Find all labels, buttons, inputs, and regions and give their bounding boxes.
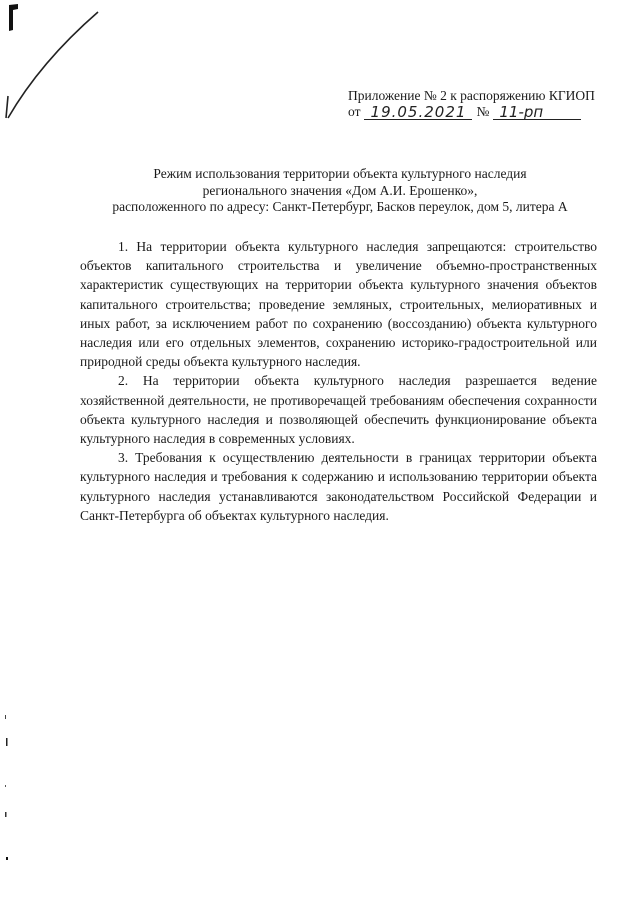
- paragraph-legal-requirements: 3. Требования к осуществлению деятельности в границах территории объекта культурного наследия и требования к содержанию и использованию территории объекта культурного наследия устанавливаются законодательством Российской Федерации и Санкт-Петербурга об объектах культурного наследия.: [80, 450, 597, 523]
- margin-speck: [5, 812, 7, 817]
- date-number-line: [348, 104, 608, 120]
- appendix-header: [348, 88, 608, 120]
- paragraph-permitted-activity: 2. На территории объекта культурного наследия разрешается ведение хозяйственной деятельности, не противоречащей требованиям обеспечения сохранности объекта культурного наследия и позволяющей обеспечить функционирование объекта культурного наследия в современных условиях.: [80, 373, 597, 447]
- number-sign: №: [476, 104, 490, 119]
- margin-speck: [6, 857, 8, 860]
- title-line: регионального значения «Дом А.И. Ерошенко»,: [202, 182, 478, 198]
- margin-speck: [5, 715, 6, 719]
- title-line: расположенного по адресу: Санкт-Петербург, Басков переулок, дом 5, литера А: [112, 199, 568, 214]
- margin-pen-stroke: [8, 12, 98, 118]
- handwritten-order-number: 11-рп: [493, 105, 581, 120]
- margin-speck: [5, 785, 6, 787]
- margin-pen-stroke-tail: [6, 96, 8, 118]
- title-line: Режим использования территории объекта культурного наследия: [153, 166, 527, 181]
- document-body: [80, 237, 597, 525]
- corner-staple-mark: [9, 4, 18, 31]
- appendix-reference: Приложение № 2 к распоряжению КГИОП: [348, 88, 595, 103]
- document-title: [80, 166, 600, 216]
- handwritten-date: 19.05.2021: [364, 105, 472, 120]
- margin-speck: [6, 738, 8, 746]
- from-label: от: [348, 104, 361, 119]
- paragraph-prohibitions: 1. На территории объекта культурного наследия запрещаются: строительство объектов капитального строительства и увеличение объемно-пространственных характеристик существующих на территории объекта культурного значения объектов капитального строительства; проведение земляных, строительных, мелиоративных и иных работ, за исключением работ по сохранению (воссозданию) объекта культурного наследия или его отдельных элементов, сохранению историко-градостроительной или природной среды объекта культурного наследия.: [80, 239, 597, 370]
